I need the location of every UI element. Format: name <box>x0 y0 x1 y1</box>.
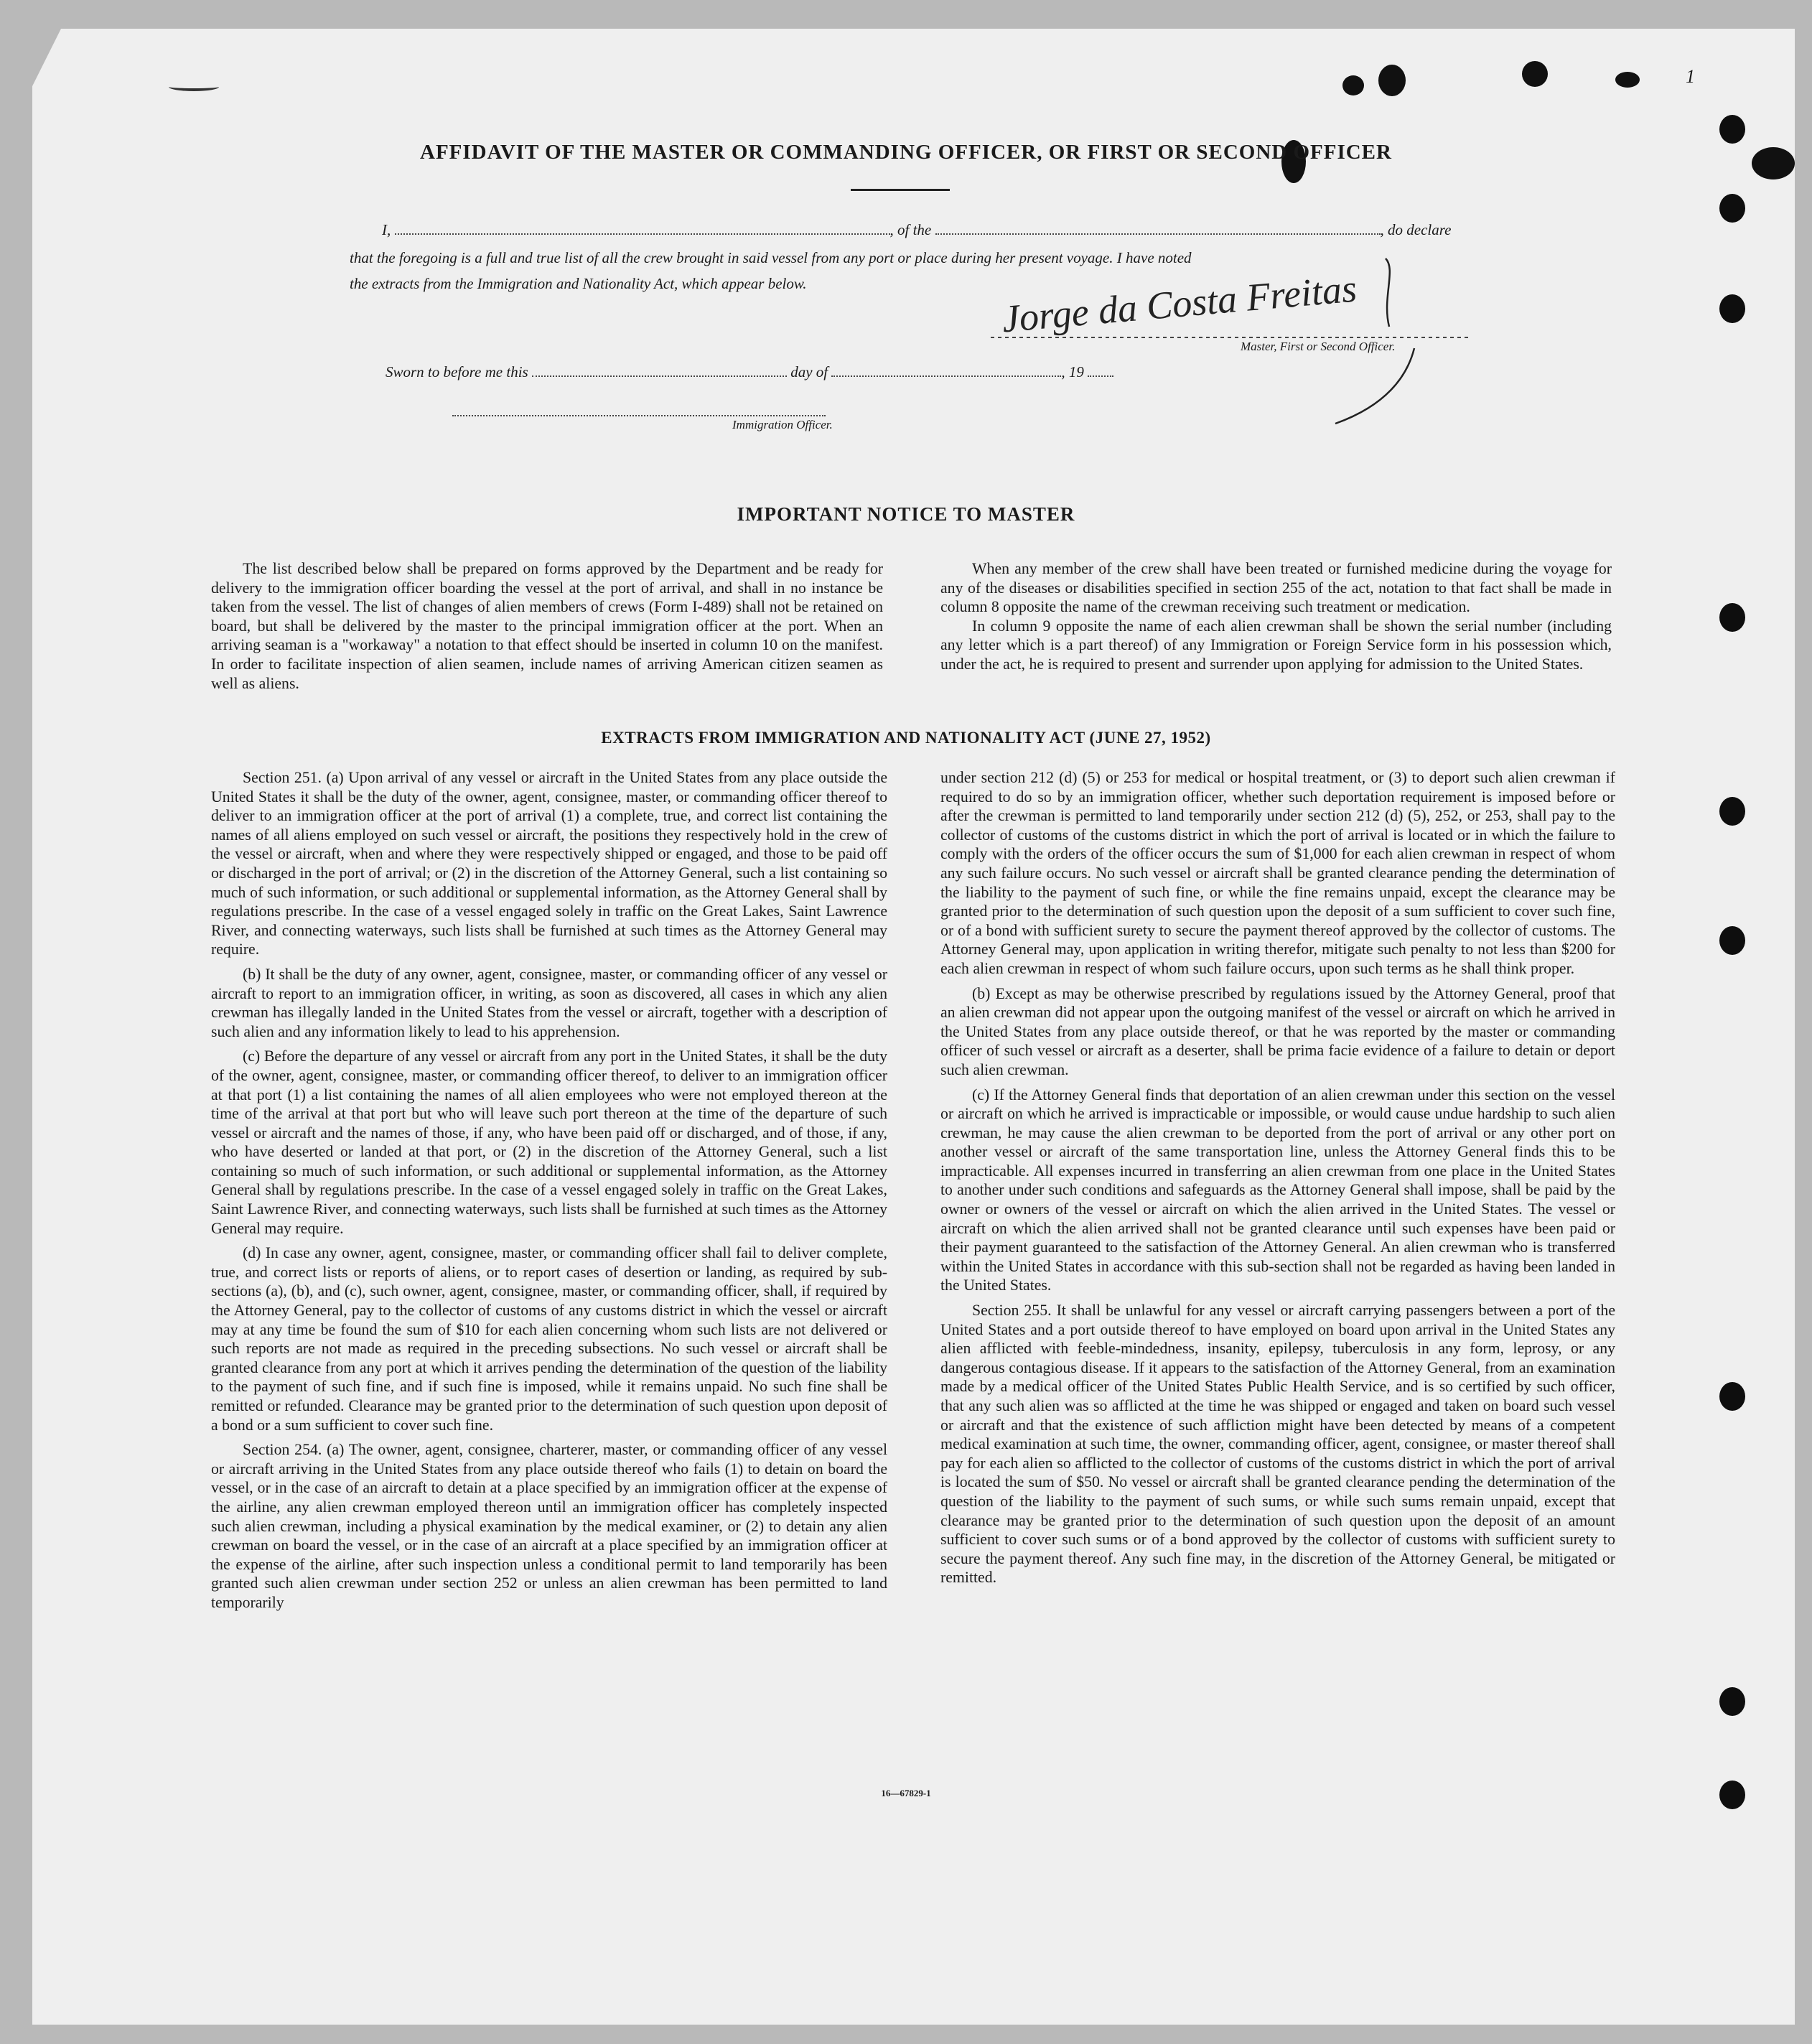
name-blank <box>395 220 890 235</box>
declaration-line-2: the extracts from the Immigration and Nationality Act, which appear below. <box>350 275 807 292</box>
officer-signature-line <box>452 415 826 416</box>
notice-left-column <box>211 559 883 693</box>
section-255: Section 255. It shall be unlawful for any vessel or aircraft carrying passengers between a port of the United States and a port outside thereof to have employed on board upon arrival in the United States any alien afflicted with feeble-mindedness, insanity, epilepsy, tuberculosis in any form, leprosy, or any dangerous contagious disease. If it appears to the satisfaction of the Attorney General, from an examination made by a medical officer of the United States Public Health Service, and is so certified by such officer, that any such alien was so afflicted at the time he was shipped or engaged and taken on board such vessel or aircraft and that the existence of such affliction might have been detected by means of a competent medical examination at such time, the owner, commanding officer, agent, consignee, or master thereof shall pay for each alien so afflicted to the collector of customs of the customs district in which the port of arrival is located the sum of $50. No vessel or aircraft shall be granted clearance pending the determination of the question of the liability to the payment of such sums, or while such sums remain unpaid, except that clearance may be granted prior to the determination of such question upon the deposit of an amount sufficient to cover such sums or of a bond approved by the collector of customs with sufficient surety to secure the payment thereof. Any such fine may, in the discretion of the Attorney General, be mitigated or remitted. <box>940 1302 1615 1587</box>
master-caption: Master, First or Second Officer. <box>1241 340 1396 353</box>
punch-hole <box>1719 1382 1745 1411</box>
year-blank <box>1088 363 1113 377</box>
affidavit-title: AFFIDAVIT OF THE MASTER OR COMMANDING OFFICER, OR FIRST OR SECOND OFFICER <box>420 141 1392 164</box>
ink-spot <box>1342 75 1364 95</box>
punch-hole <box>1719 926 1745 955</box>
sworn-line <box>386 363 1113 381</box>
ink-spot <box>1615 72 1640 88</box>
do-declare-label: , do declare <box>1380 221 1452 238</box>
of-the-label: , of the <box>889 221 932 238</box>
extracts-left-column <box>211 768 887 1618</box>
section-254-a: Section 254. (a) The owner, agent, consignee, charterer, master, or commanding officer of any vessel or aircraft arriving in the United States from any place outside thereof who fails (1) to detain on board the vessel, or in the case of an aircraft to detain at a place specified by an immigration officer at the expense of the airline, any alien crewman employed thereon until an immigration officer has completely inspected such alien crewman, including a physical examination by the medical examiner, or (2) to detain any alien crewman on board the vessel, or in the case of an aircraft at a place specified by an immigration officer at the expense of the airline, after such inspection unless a conditional permit to land temporarily has been granted such alien crewman under section 252 or unless an alien crewman has been permitted to land temporarily <box>211 1441 887 1611</box>
year-label: , 19 <box>1061 363 1084 381</box>
section-254-c: (c) If the Attorney General finds that deportation of an alien crewman under this section on the vessel or aircraft on which he arrived is impracticable or impossible, or would cause undue hardship to such alien crewman, he may cause the alien crewman to be deported from the port of arrival or any other port on another vessel or aircraft of the same transportation line, unless the Attorney General finds this to be impracticable. All expenses incurred in transferring an alien crewman from one place in the United States to another under such conditions and safeguards as the Attorney General shall impose, shall be paid by the owner or owners of the vessel or aircraft on which the alien arrived in the United States. The vessel or aircraft on which the alien arrived shall not be granted clearance until such expenses have been paid or their payment guaranteed to the satisfaction of the Attorney General. An alien crewman who is transferred within the United States in accordance with this sub-section shall not be regarded as having been landed in the United States. <box>940 1086 1615 1294</box>
notice-right-column <box>940 559 1612 674</box>
declaration-name-line <box>382 220 1451 239</box>
folded-corner <box>32 29 61 86</box>
section-251-d: (d) In case any owner, agent, consignee, master, or commanding officer shall fail to deliver complete, true, and correct lists or reports of aliens, or to report cases of desertion or landing, as required by sub-sections (a), (b), and (c), such owner, agent, consignee, master, or commanding officer, shall, if required by the Attorney General, pay to the collector of customs of any customs district in which the vessel or aircraft may at any time be found the sum of $10 for each alien concerning whom such lists are not delivered or such reports are not made as required in the preceding subsections. No such vessel or aircraft shall be granted clearance from any port at which it arrives pending the determination of the question of the liability to the payment of such fine, and if such fine is imposed, while it remains unpaid. No such fine shall be remitted or refunded. Clearance may be granted prior to the determination of such question upon deposit of a bond or a sum sufficient to cover such fine. <box>211 1244 887 1434</box>
day-of-label: day of <box>790 363 828 381</box>
punch-hole <box>1719 603 1745 632</box>
officer-caption: Immigration Officer. <box>732 418 833 431</box>
corner-mark: 1 <box>1686 66 1695 87</box>
section-254-b: (b) Except as may be otherwise prescribed by regulations issued by the Attorney General, proof that an alien crewman did not appear upon the outgoing manifest of the vessel or aircraft on which he arrived in the United States from any place outside thereof, or that he was reported by the master or commanding officer of such vessel or aircraft as a deserter, shall be prima facie evidence of a failure to detain or deport such alien crewman. <box>940 984 1615 1078</box>
section-251-a: Section 251. (a) Upon arrival of any vessel or aircraft in the United States from any place outside the United States it shall be the duty of the owner, agent, consignee, master, or commanding officer thereof to deliver to an immigration officer at the port of arrival (1) a complete, true, and correct list containing the names of all aliens employed on such vessel or aircraft, the positions they respectively hold in the crew of the vessel or aircraft, when and where they were respectively shipped or engaged, and those to be paid off or discharged in the port of arrival; or (2) in the discretion of the Attorney General, such a list containing so much of such information, or such additional or supplemental information, as the Attorney General shall by regulations prescribe. In the case of a vessel engaged solely in traffic on the Great Lakes, Saint Lawrence River, and connecting waterways, such lists shall be furnished at such times as the Attorney General may require. <box>211 769 887 958</box>
sworn-label: Sworn to before me this <box>386 363 528 381</box>
vessel-blank <box>935 220 1381 235</box>
section-254-a-continued: under section 212 (d) (5) or 253 for medical or hospital treatment, or (3) to deport such alien crewman if required to do so by an immigration officer, whether such deportation requirement is imposed before or after the crewman is permitted to land temporarily under section 212 (d) (5), 252, or 253, shall pay to the collector of customs of the customs district in which the port of arrival is located or in which the failure to comply with the orders of the officer occurs the sum of $1,000 for each alien crewman in respect of whom any such failure occurs. No such vessel or aircraft shall be granted clearance pending the determination of the liability to the payment of such fine, or while the fine remains unpaid, except the clearance may be granted prior to the determination of such question upon the deposit of a sum sufficient to cover such fine, or of a bond with sufficient surety to secure the payment thereof approved by the collector of customs. The Attorney General may, upon application in writing therefor, mitigate such penalty to not less than $200 for each alien crewman in respect of whom such failure occurs, upon such terms as he shall think proper. <box>940 769 1615 977</box>
section-251-b: (b) It shall be the duty of any owner, agent, consignee, master, or commanding officer of any vessel or aircraft to report to an immigration officer, in writing, as soon as discovered, all cases in which any alien crewman has illegally landed in the United States from the vessel or aircraft, together with a description of such alien and any information likely to lead to his apprehension. <box>211 965 887 1040</box>
punch-hole <box>1719 294 1745 323</box>
section-251-c: (c) Before the departure of any vessel or aircraft from any port in the United States, it shall be the duty of the owner, agent, consignee, master, or commanding officer thereof, to deliver to an immigration officer at that port (1) a list containing the names of all alien employees who were not employed thereon at the time of the arrival at that port but who will leave such port thereon at the time of the departure of such vessel or aircraft and the names of those, if any, who have been paid off or discharged, and of those, if any, who have deserted or landed at that port, or (2) in the discretion of the Attorney General, such a list containing so much of such information, or such additional or supplemental information, as the Attorney General shall by regulations prescribe. In the case of a vessel engaged solely in traffic on the Great Lakes, Saint Lawrence River, and connecting waterways, such lists shall be furnished at such times as the Attorney General may require. <box>211 1047 887 1237</box>
notice-title: IMPORTANT NOTICE TO MASTER <box>737 503 1075 525</box>
notice-left-paragraph: The list described below shall be prepared on forms approved by the Department and be ready for delivery to the immigration officer boarding the vessel at the port of arrival, and shall in no instance be taken from the vessel. The list of changes of alien members of crews (Form I-489) shall not be retained on board, but shall be delivered by the master to the principal immigration officer at the port. When an arriving seaman is a "workaway" a notation to that effect should be inserted in column 10 on the manifest. In order to facilitate inspection of alien seamen, include names of arriving American citizen seamen as well as aliens. <box>211 560 883 692</box>
punch-hole <box>1719 1687 1745 1716</box>
extracts-right-column <box>940 768 1615 1593</box>
ink-spot <box>1522 61 1548 87</box>
extracts-title: EXTRACTS FROM IMMIGRATION AND NATIONALITY ACT (JUNE 27, 1952) <box>601 729 1211 747</box>
punch-hole <box>1719 115 1745 144</box>
signature: Jorge da Costa Freitas <box>1000 266 1359 341</box>
sworn-day-blank <box>532 363 787 377</box>
ink-spot <box>1378 65 1406 96</box>
declaration-line-1: that the foregoing is a full and true list of all the crew brought in said vessel from any port or place during her present voyage. I have noted <box>350 249 1192 266</box>
notice-right-paragraph-1: When any member of the crew shall have been treated or furnished medicine during the voyage for any of the diseases or disabilities specified in section 255 of the act, notation to that fact shall be made in column 8 opposite the name of the crewman receiving such treatment or medication. <box>940 560 1612 616</box>
punch-hole <box>1719 194 1745 223</box>
i-label: I, <box>382 221 391 238</box>
pencil-mark <box>169 83 219 91</box>
title-rule <box>851 189 950 191</box>
notice-right-paragraph-2: In column 9 opposite the name of each alien crewman shall be shown the serial number (including any letter which is a part thereof) of any Immigration or Foreign Service form in his possession which, under the act, he is required to present and surrender upon applying for admission to the United States. <box>940 617 1612 673</box>
month-blank <box>831 363 1061 377</box>
punch-hole <box>1719 797 1745 826</box>
form-code: 16—67829-1 <box>881 1788 931 1798</box>
